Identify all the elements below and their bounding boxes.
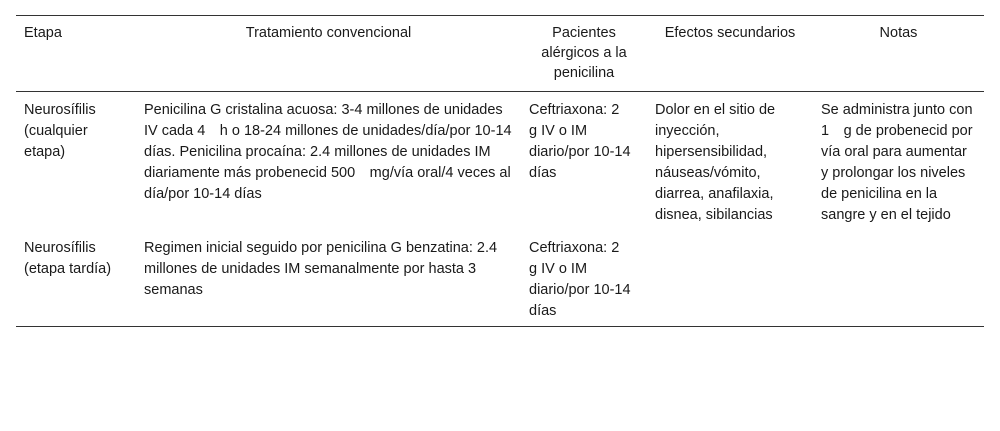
cell-notas: Se administra junto con 1 g de probenecid por vía oral para aumentar y prolongar los niveles de penicilina en la sangre y en el tejido: [821, 102, 973, 223]
header-alergicos: Pacientes alérgicos a la penicilina: [541, 25, 627, 81]
cell-alergicos: Ceftriaxona: 2 g IV o IM diario/por 10-14 días: [529, 240, 634, 319]
cell-notas: [813, 230, 984, 327]
table-row: [16, 92, 984, 231]
cell-efectos: [647, 230, 813, 327]
cell-tratamiento: Regimen inicial seguido por penicilina G benzatina: 2.4 millones de unidades IM semanalmente por hasta 3 semanas: [144, 240, 498, 298]
table-row: [16, 230, 984, 327]
header-notas: Notas: [879, 25, 918, 41]
header-row: [16, 16, 984, 92]
cell-etapa: Neurosífilis (etapa tardía): [24, 240, 112, 277]
cell-etapa: Neurosífilis (cualquier etapa): [24, 102, 96, 160]
cell-tratamiento: Penicilina G cristalina acuosa: 3-4 millones de unidades IV cada 4 h o 18-24 millones de unidades/día/por 10-14 días. Penicilina procaína: 2.4 millones de unidades IM diariamente más probenecid 500 mg/vía oral/4 veces al día/por 10-14 días: [144, 102, 512, 202]
header-etapa: Etapa: [24, 25, 62, 41]
header-tratamiento: Tratamiento convencional: [245, 25, 412, 41]
table-header: [16, 16, 984, 92]
header-efectos: Efectos secundarios: [664, 25, 796, 41]
treatment-table-container: [16, 15, 984, 327]
neurosyphilis-treatment-table: [16, 15, 984, 327]
cell-alergicos: Ceftriaxona: 2 g IV o IM diario/por 10-14 días: [529, 102, 634, 181]
table-body: [16, 92, 984, 327]
cell-efectos: Dolor en el sitio de inyección, hipersensibilidad, náuseas/vómito, diarrea, anafilaxia, disnea, sibilancias: [655, 102, 776, 223]
